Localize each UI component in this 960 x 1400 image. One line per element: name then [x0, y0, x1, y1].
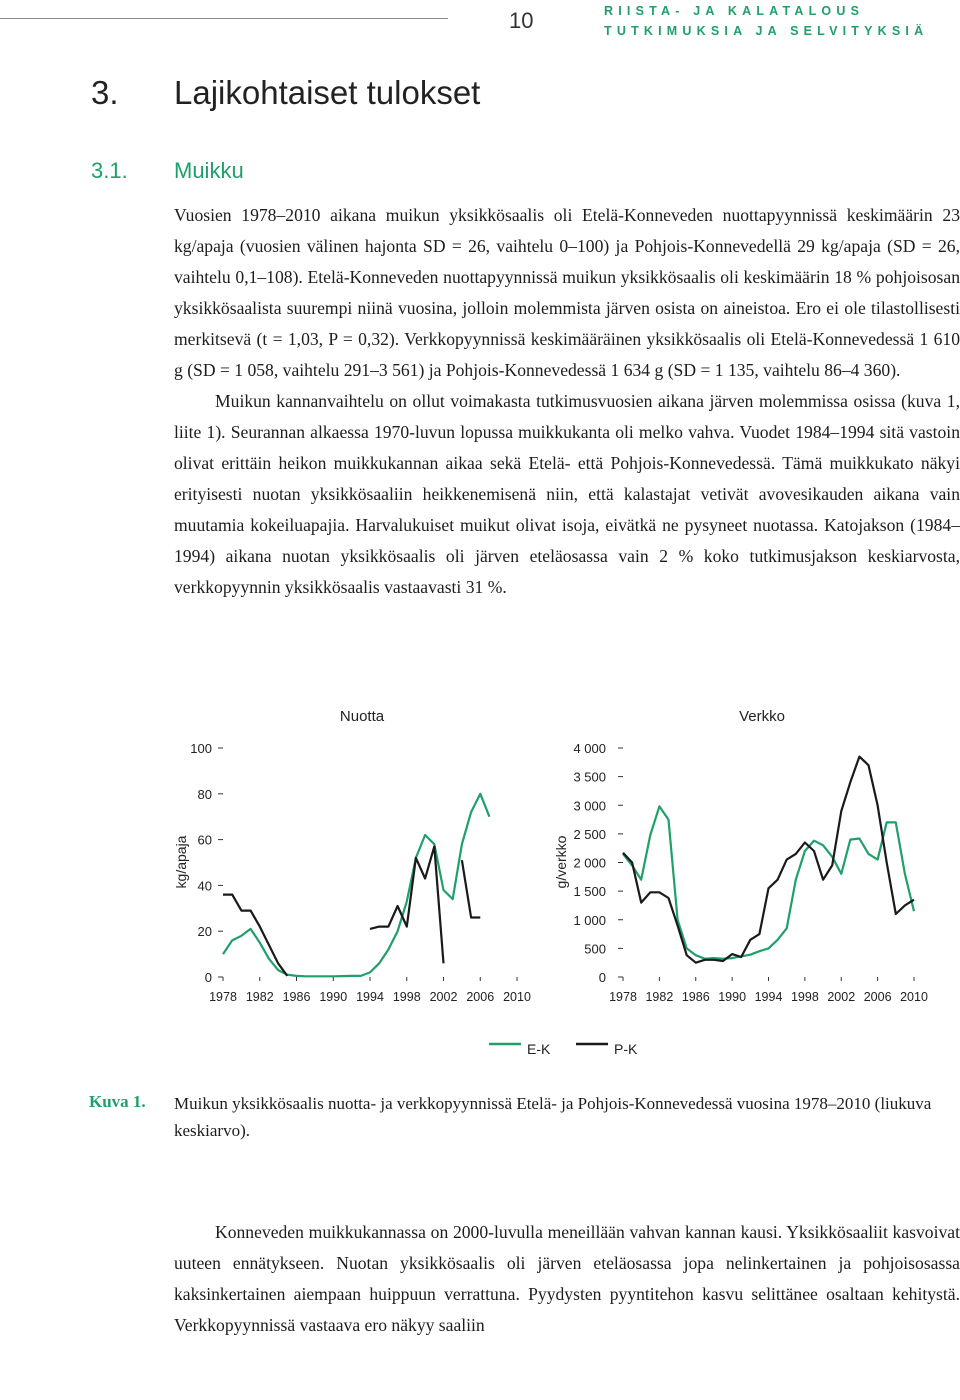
y-tick-label-nuotta: 100 — [190, 741, 212, 756]
body-text-bottom — [174, 1217, 960, 1341]
series-title-line2: TUTKIMUKSIA JA SELVITYKSIÄ — [604, 24, 929, 38]
page-number: 10 — [509, 8, 534, 33]
chart-title-nuotta: Nuotta — [339, 708, 385, 725]
x-tick-label-nuotta: 1982 — [245, 990, 274, 1004]
y-tick-label-verkko: 4 000 — [573, 741, 606, 756]
paragraph-3: Konneveden muikkukannassa on 2000-luvulla meneillään vahvan kannan kausi. Yksikkösaaliit kasvoivat uuteen ennätykseen. Nuotan yksikkösaalis oli järven eteläosassa jopa nelinkertainen ja pohjoisosassa kaksinkertainen aiempaan huippuun verrattuna. Pyydysten pyyntitehon kasvu selittänee osaltaan kehitystä. Verkkopyynnissä vastaava ero näkyy saaliin — [174, 1222, 960, 1335]
paragraph-1: Vuosien 1978–2010 aikana muikun yksikkösaalis oli Etelä-Konneveden nuottapyynnissä keskimäärin 23 kg/apaja (vuosien välinen hajonta SD = 26, vaihtelu 0–100) ja Pohjois-Konnevedellä 29 kg/apaja (SD = 26, vaihtelu 0,1–108). Etelä-Konneveden nuottapyynnissä muikun yksikkösaalis oli keskimäärin 18 % pohjoisosan yksikkösaalista suurempi niinä vuosina, jolloin molemmista järven osista on aineistoa. Ero ei ole tilastollisesti merkitsevä (t = 1,03, P = 0,32). Verkkopyynnissä keskimääräinen yksikkösaalis oli Etelä-Konnevedessä 1 610 g (SD = 1 058, vaihtelu 291–3 561) ja Pohjois-Konnevedessä 1 634 g (SD = 1 135, vaihtelu 86–4 360). — [174, 205, 960, 380]
x-tick-label-verkko: 1994 — [754, 990, 783, 1004]
y-tick-label-verkko: 0 — [598, 970, 606, 985]
figure-charts — [0, 690, 960, 1070]
y-tick-label-nuotta: 80 — [197, 786, 212, 802]
x-tick-label-verkko: 1990 — [718, 990, 747, 1004]
y-axis-label-nuotta: kg/apaja — [173, 835, 189, 889]
x-tick-label-verkko: 2002 — [827, 990, 856, 1004]
figure-caption: Muikun yksikkösaalis nuotta- ja verkkopyynnissä Etelä- ja Pohjois-Konnevedessä vuosina 1978–2010 (liukuva keskiarvo). — [174, 1094, 932, 1140]
paragraph-2: Muikun kannanvaihtelu on ollut voimakasta tutkimusvuosien aikana järven molemmissa osissa (kuva 1, liite 1). Seurannan alkaessa 1970-luvun lopussa muikkukanta oli melko vahva. Vuodet 1984–1994 sitä vastoin olivat erittäin heikon muikkukannan aikaa sekä Etelä- että Pohjois-Konnevedessä. Tämä muikkukato näkyi erityisesti nuotan yksikkösaaliin heikkenemisenä niin, että kalastajat vetivät avovesikauden aikana vain muutamia kokeiluapajia. Harvalukuiset muikut olivat isoja, eivätkä ne pysyneet nuotassa. Katojakson (1984–1994) aikana nuotan yksikkösaalis oli järven eteläosassa vain 2 % koko tutkimusjakson keskiarvosta, verkkopyynnin yksikkösaalis vastaavasti 31 %. — [174, 391, 960, 597]
x-tick-label-verkko: 2010 — [900, 990, 928, 1004]
subsection-number: 3.1. — [91, 158, 128, 183]
legend-label-p-k: P-K — [614, 1041, 638, 1057]
y-tick-label-verkko: 3 000 — [573, 798, 606, 814]
section-title: Lajikohtaiset tulokset — [174, 74, 481, 111]
y-tick-label-nuotta: 60 — [197, 832, 212, 848]
y-tick-label-verkko: 500 — [584, 941, 606, 957]
x-tick-label-nuotta: 2010 — [503, 990, 531, 1004]
y-tick-label-nuotta: 20 — [197, 924, 212, 940]
y-tick-label-verkko: 1 500 — [573, 884, 606, 900]
x-tick-label-nuotta: 2002 — [429, 990, 458, 1004]
y-tick-label-verkko: 2 000 — [573, 855, 606, 871]
y-tick-label-verkko: 1 000 — [573, 912, 606, 928]
series-line-p-k-verkko — [623, 757, 914, 963]
y-tick-label-verkko: 3 500 — [573, 769, 606, 785]
chart-verkko — [573, 741, 927, 1004]
y-tick-label-nuotta: 0 — [204, 970, 212, 985]
chart-title-verkko: Verkko — [739, 708, 785, 725]
x-tick-label-verkko: 2006 — [863, 990, 892, 1004]
series-title-line1: RIISTA- JA KALATALOUS — [604, 4, 865, 18]
header-rule — [0, 18, 448, 19]
chart-legend — [489, 1041, 638, 1057]
x-tick-label-verkko: 1978 — [609, 990, 637, 1004]
chart-nuotta — [190, 741, 531, 1004]
x-tick-label-nuotta: 1986 — [282, 990, 311, 1004]
y-axis-label-verkko: g/verkko — [553, 835, 569, 889]
body-text-top — [174, 200, 960, 603]
x-tick-label-verkko: 1982 — [645, 990, 674, 1004]
x-tick-label-nuotta: 1994 — [356, 990, 384, 1004]
x-tick-label-verkko: 1998 — [790, 990, 819, 1004]
y-tick-label-nuotta: 40 — [197, 878, 212, 894]
series-line-e-k-verkko — [623, 806, 914, 958]
y-tick-label-verkko: 2 500 — [573, 826, 606, 842]
subsection-title: Muikku — [174, 158, 244, 183]
series-line-e-k-nuotta — [223, 794, 489, 977]
section-number: 3. — [91, 74, 119, 111]
figure-label: Kuva 1. — [89, 1092, 146, 1111]
x-tick-label-nuotta: 1998 — [392, 990, 421, 1004]
x-tick-label-nuotta: 1990 — [319, 990, 348, 1004]
x-tick-label-nuotta: 1978 — [209, 990, 237, 1004]
series-line-p-k-nuotta-seg3 — [462, 860, 480, 917]
x-tick-label-nuotta: 2006 — [466, 990, 495, 1004]
x-tick-label-verkko: 1986 — [681, 990, 710, 1004]
legend-label-e-k: E-K — [527, 1041, 551, 1057]
